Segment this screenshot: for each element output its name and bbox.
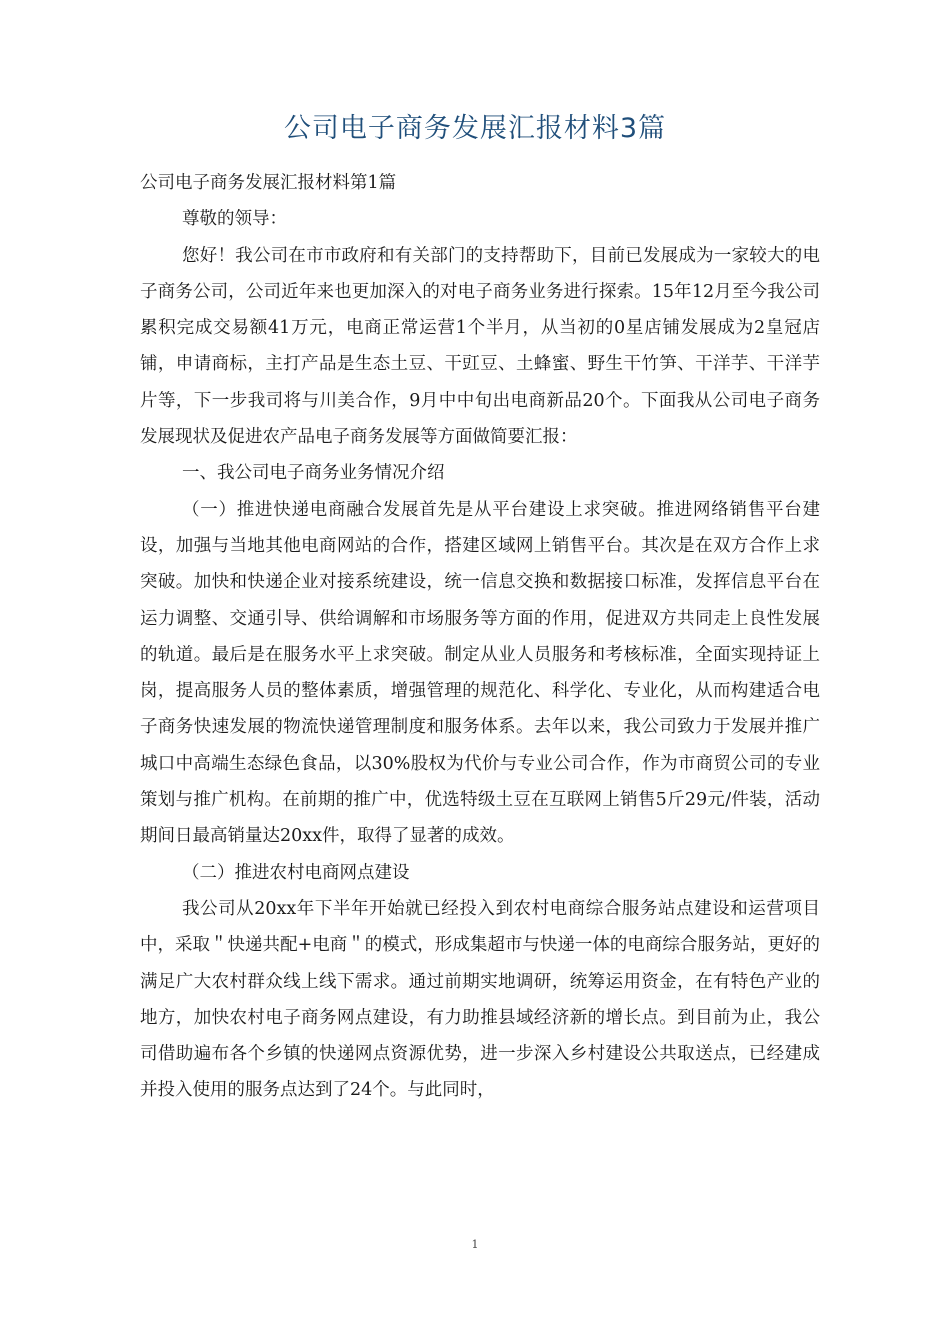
paragraph-section-1-2: 我公司从20xx年下半年开始就已经投入到农村电商综合服务站点建设和运营项目中，采取＂快递共配+电商＂的模式，形成集超市与快递一体的电商综合服务站，更好的满足广大农村群众线上线下需求。通过前期实地调研，统筹运用资金，在有特色产业的地方，加快农村电子商务网点建设，有力助推县域经济新的增长点。到目前为止，我公司借助遍布各个乡镇的快递网点资源优势，进一步深入乡村建设公共取送点，已经建成并投入使用的服务点达到了24个。与此同时， [140, 898, 820, 1101]
document-title: 公司电子商务发展汇报材料3篇 [283, 113, 667, 144]
section-heading-1-2: （二）推进农村电商网点建设 [182, 862, 410, 883]
greeting: 尊敬的领导： [182, 209, 287, 230]
section-heading-1: 一、我公司电子商务业务情况介绍 [182, 463, 445, 484]
paragraph-section-1-1: （一）推进快递电商融合发展首先是从平台建设上求突破。推进网络销售平台建设，加强与当地其他电商网站的合作，搭建区域网上销售平台。其次是在双方合作上求突破。加快和快递企业对接系统建设，统一信息交换和数据接口标准，发挥信息平台在运力调整、交通引导、供给调解和市场服务等方面的作用，促进双方共同走上良性发展的轨道。最后是在服务水平上求突破。制定从业人员服务和考核标准，全面实现持证上岗，提高服务人员的整体素质，增强管理的规范化、科学化、专业化，从而构建适合电子商务快速发展的物流快递管理制度和服务体系。去年以来，我公司致力于发展并推广城口中高端生态绿色食品，以30%股权为代价与专业公司合作，作为市商贸公司的专业策划与推广机构。在前期的推广中，优选特级土豆在互联网上销售5斤29元/件装，活动期间日最高销量达20xx件，取得了显著的成效。 [140, 499, 820, 847]
page-number: 1 [471, 1238, 479, 1251]
paragraph-intro: 您好！我公司在市市政府和有关部门的支持帮助下，目前已发展成为一家较大的电子商务公司，公司近年来也更加深入的对电子商务业务进行探索。15年12月至今我公司累积完成交易额41万元，电商正常运营1个半月，从当初的0星店铺发展成为2皇冠店铺，申请商标，主打产品是生态土豆、干豇豆、土蜂蜜、野生干竹笋、干洋芋、干洋芋片等，下一步我司将与川美合作，9月中中旬出电商新品20个。下面我从公司电子商务发展现状及促进农产品电子商务发展等方面做简要汇报： [140, 245, 820, 448]
document-subtitle: 公司电子商务发展汇报材料第1篇 [140, 173, 397, 193]
document-body [140, 165, 820, 1109]
